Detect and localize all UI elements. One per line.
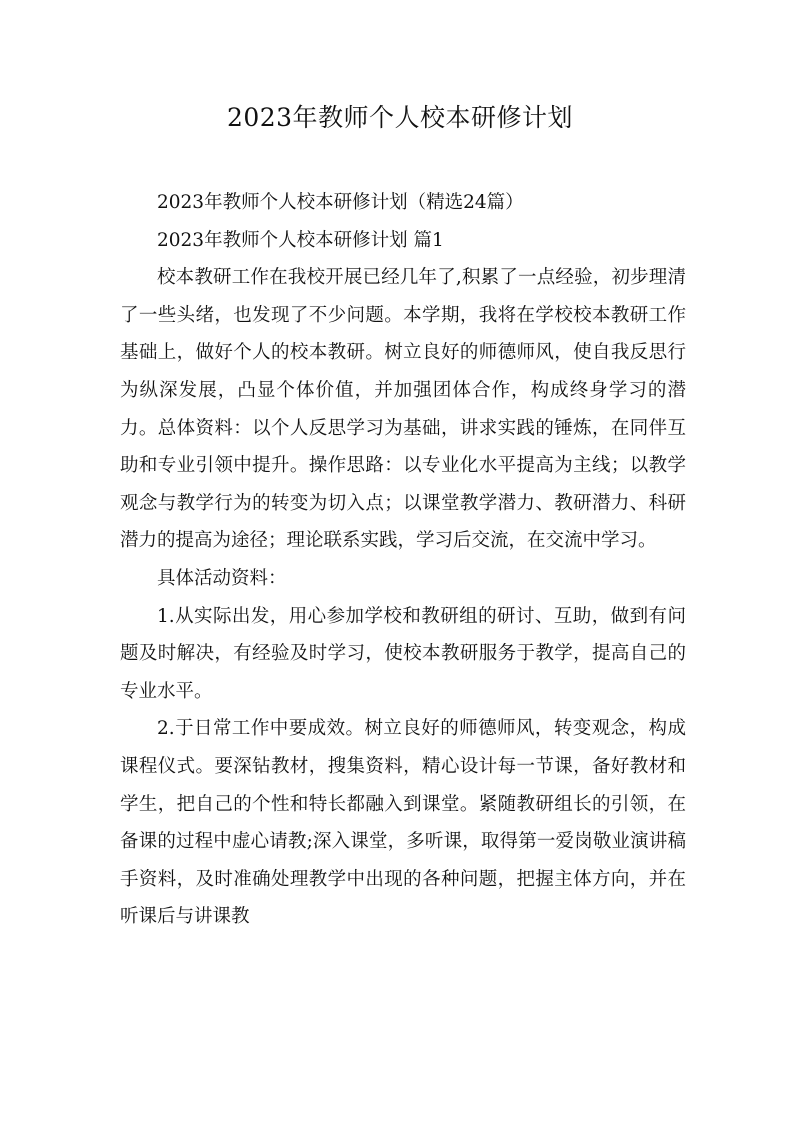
item-1-paragraph: 1.从实际出发，用心参加学校和教研组的研讨、互助，做到有问题及时解决，有经验及时学习，使校本教研服务于教学，提高自己的专业水平。 xyxy=(120,605,686,702)
intro-paragraph: 校本教研工作在我校开展已经几年了,积累了一点经验，初步理清了一些头绪，也发现了不少问题。本学期，我将在学校校本教研工作基础上，做好个人的校本教研。树立良好的师德师风，使自我反思行为纵深发展，凸显个体价值，并加强团体合作，构成终身学习的潜力。总体资料：以个人反思学习为基础，讲求实践的锤炼，在同伴互助和专业引领中提升。操作思路：以专业化水平提高为主线；以教学观念与教学行为的转变为切入点；以课堂教学潜力、教研潜力、科研潜力的提高为途径；理论联系实践，学习后交流，在交流中学习。 xyxy=(120,267,686,552)
activities-heading: 具体活动资料： xyxy=(157,567,287,589)
document-body xyxy=(120,184,686,936)
document-title: 2023年教师个人校本研修计划 xyxy=(226,103,574,132)
item-2-paragraph: 2.于日常工作中要成效。树立良好的师德师风，转变观念，构成课程仪式。要深钻教材，搜集资料，精心设计每一节课，备好教材和学生，把自己的个性和特长都融入到课堂。紧随教研组长的引领，在备课的过程中虚心请教;深入课堂，多听课，取得第一爱岗敬业演讲稿手资料，及时准确处理教学中出现的各种问题，把握主体方向，并在听课后与讲课教 xyxy=(120,718,686,928)
section-heading: 2023年教师个人校本研修计划 篇1 xyxy=(157,229,444,251)
subtitle-paragraph: 2023年教师个人校本研修计划（精选24篇） xyxy=(157,192,524,213)
